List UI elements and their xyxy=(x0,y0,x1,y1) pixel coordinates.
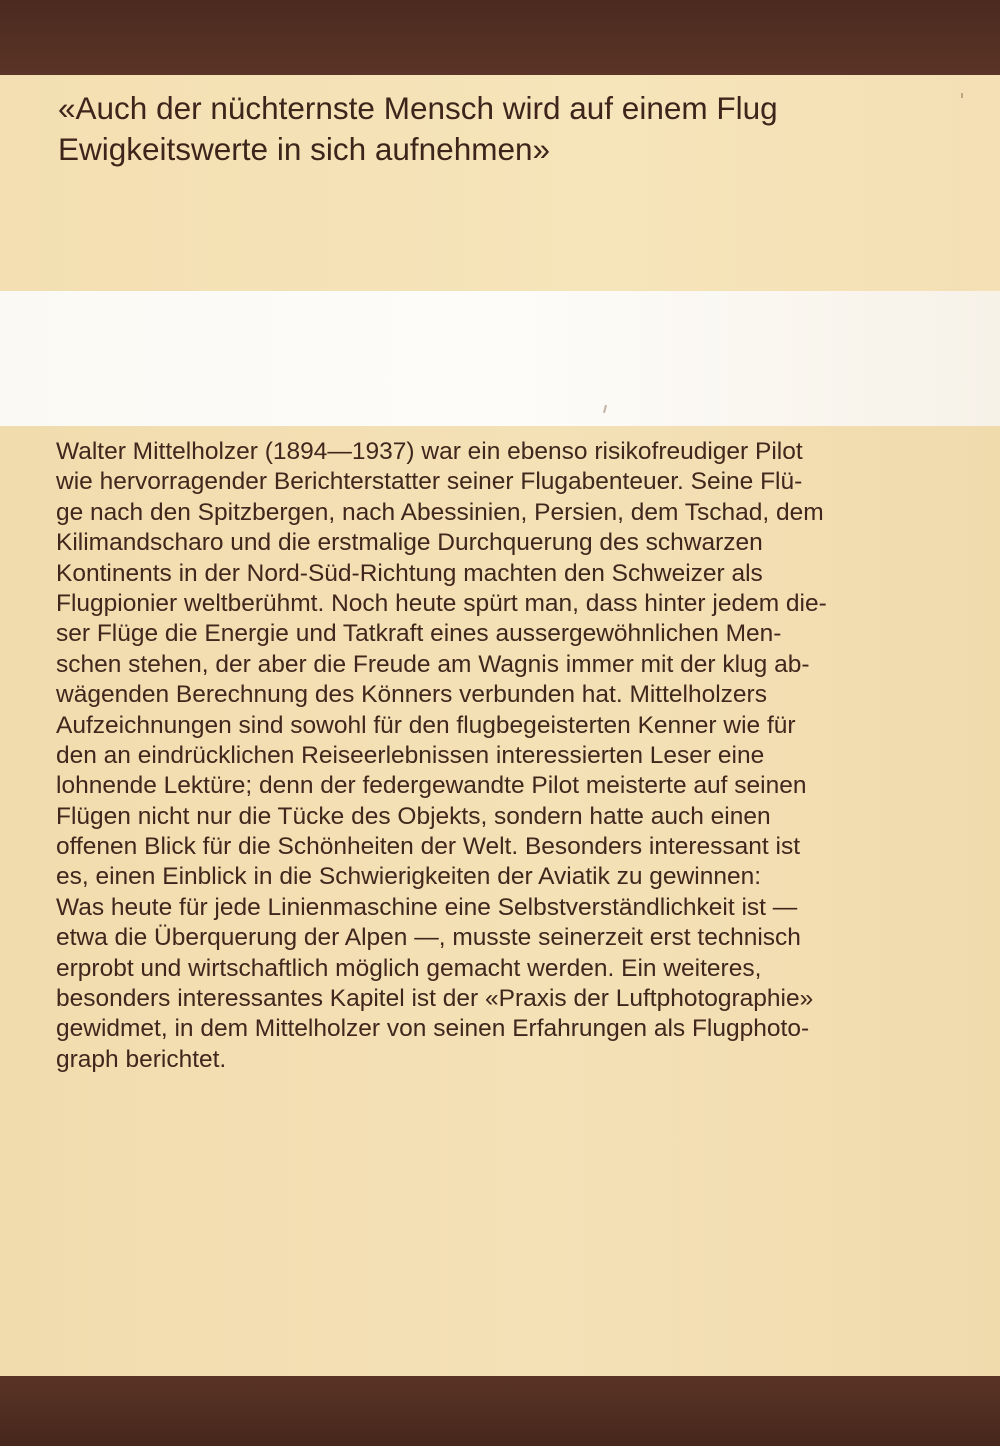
blurb-line: schen stehen, der aber die Freude am Wagnis immer mit der klug ab- xyxy=(56,650,810,678)
blurb-line: Aufzeichnungen sind sowohl für den flugbegeisterten Kenner wie für xyxy=(56,711,796,739)
blurb-line: es, einen Einblick in die Schwierigkeiten der Aviatik zu gewinnen: xyxy=(56,863,762,891)
quote-line: Ewigkeitswerte in sich aufnehmen» xyxy=(58,131,551,167)
blurb-line: Kilimandscharo und die erstmalige Durchquerung des schwarzen xyxy=(56,529,763,557)
blurb-line: ser Flüge die Energie und Tatkraft eines aussergewöhnlichen Men- xyxy=(56,620,782,648)
bottom-brown-band xyxy=(0,1376,1000,1446)
blurb-line: etwa die Überquerung der Alpen —, musste seinerzeit erst technisch xyxy=(56,924,801,952)
blurb-line: gewidmet, in dem Mittelholzer von seinen Erfahrungen als Flugphoto- xyxy=(56,1015,810,1043)
blurb-line: wägenden Berechnung des Könners verbunden hat. Mittelholzers xyxy=(56,681,767,709)
blurb-line: graph berichtet. xyxy=(56,1045,227,1073)
quote-heading xyxy=(58,88,958,170)
blurb-line: Was heute für jede Linienmaschine eine Selbstverständlichkeit ist — xyxy=(56,893,798,921)
blurb-line: lohnende Lektüre; denn der federgewandte Pilot meisterte auf seinen xyxy=(56,772,807,800)
blurb-line: ge nach den Spitzbergen, nach Abessinien, Persien, dem Tschad, dem xyxy=(56,498,824,526)
top-brown-band xyxy=(0,0,1000,75)
blurb-line: offenen Blick für die Schönheiten der Welt. Besonders interessant ist xyxy=(56,833,801,861)
blurb-line: den an eindrücklichen Reiseerlebnissen interessierten Leser eine xyxy=(56,741,765,769)
blurb-line: erprobt und wirtschaftlich möglich gemacht werden. Ein weiteres, xyxy=(56,954,762,982)
paper-fleck xyxy=(961,93,963,98)
white-stripe xyxy=(0,291,1000,426)
blurb-paragraph xyxy=(56,437,956,1075)
blurb-line: wie hervorragender Berichterstatter seiner Flugabenteuer. Seine Flü- xyxy=(56,468,803,496)
blurb-line: Kontinents in der Nord-Süd-Richtung machten den Schweizer als xyxy=(56,559,763,587)
blurb-line: Walter Mittelholzer (1894—1937) war ein ebenso risikofreudiger Pilot xyxy=(56,438,803,465)
blurb-line: besonders interessantes Kapitel ist der «Praxis der Luftphotographie» xyxy=(56,985,814,1013)
blurb-line: Flügen nicht nur die Tücke des Objekts, sondern hatte auch einen xyxy=(56,802,771,830)
blurb-line: Flugpionier weltberühmt. Noch heute spürt man, dass hinter jedem die- xyxy=(56,589,827,617)
quote-line: «Auch der nüchternste Mensch wird auf einem Flug xyxy=(58,90,778,126)
